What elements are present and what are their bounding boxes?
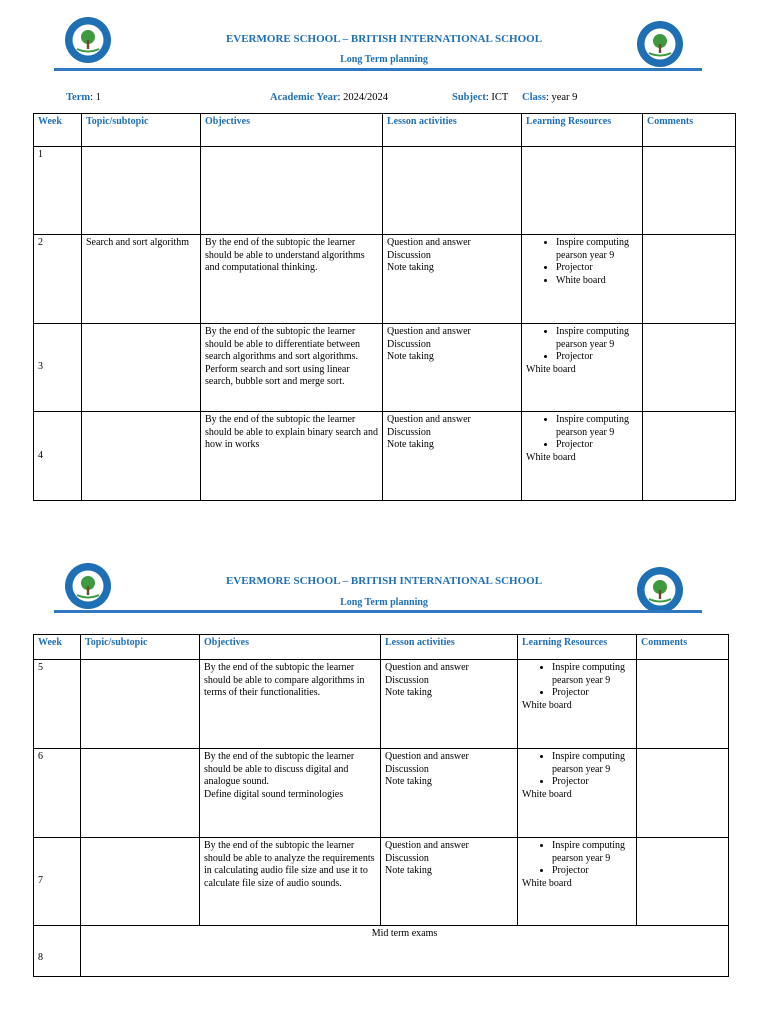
school-name: EVERMORE SCHOOL – BRITISH INTERNATIONAL SCHOOL [225,33,543,45]
activities-cell: Question and answer Discussion Note taking [381,749,518,838]
resource-trailing: White board [522,699,572,711]
resources-cell [518,838,637,926]
topic-cell [81,749,200,838]
col-activities: Lesson activities [381,635,518,660]
col-topic: Topic/subtopic [81,635,200,660]
comments-cell [643,235,736,324]
comments-cell [643,412,736,501]
topic-cell: Search and sort algorithm [82,235,201,324]
resource-item: • Inspire computing pearson year 9 [552,751,632,776]
resources-cell [522,324,643,412]
class-field: Class: year 9 [522,92,578,103]
col-week: Week [34,635,81,660]
comments-cell [637,749,729,838]
topic-cell [82,147,201,235]
resources-cell [522,235,643,324]
topic-cell [82,412,201,501]
resources-cell [518,660,637,749]
resource-item: • Inspire computing pearson year 9 [552,662,632,687]
term-field: Term: 1 [66,92,101,103]
resource-trailing: White board [526,363,576,375]
planning-table-1 [33,113,736,501]
week-cell: 6 [34,749,81,838]
table-row [34,412,736,501]
page-subtitle: Long Term planning [340,54,428,65]
resource-item: • Inspire computing pearson year 9 [556,414,638,439]
objectives-cell: By the end of the subtopic the learner should be able to differentiate between search algorithms and sort algorithms. Perform search and sort using linear search, bubble sort and merge sort. [201,324,383,412]
resource-trailing: White board [526,451,576,463]
comments-cell [643,147,736,235]
resource-trailing: White board [522,788,572,800]
topic-cell [81,660,200,749]
week-cell: 3 [34,324,82,412]
resource-item: • Projector [556,439,638,452]
academic-year-field: Academic Year: 2024/2024 [270,92,389,103]
table-row [34,926,729,977]
header-rule-2 [54,610,702,613]
week-cell: 1 [34,147,82,235]
topic-cell [81,838,200,926]
objectives-cell: By the end of the subtopic the learner should be able to analyze the requirements in calculating audio file size and use it to calculate file size of audio sounds. [200,838,381,926]
table-header-row [34,635,729,660]
table-row [34,324,736,412]
objectives-cell: By the end of the subtopic the learner should be able to understand algorithms and computational thinking. [201,235,383,324]
activities-cell: Question and answer Discussion Note taking [383,412,522,501]
resource-item: • Projector [552,687,632,700]
resource-item: • Inspire computing pearson year 9 [556,237,638,262]
topic-cell [82,324,201,412]
table-row [34,749,729,838]
col-objectives: Objectives [201,114,383,147]
col-topic: Topic/subtopic [82,114,201,147]
resource-item: • Projector [552,865,632,878]
week-cell: 5 [34,660,81,749]
header-rule [54,68,702,71]
table-row [34,235,736,324]
col-resources: Learning Resources [518,635,637,660]
school-name-2: EVERMORE SCHOOL – BRITISH INTERNATIONAL SCHOOL [225,575,543,587]
comments-cell [637,660,729,749]
resource-item: • Projector [552,776,632,789]
comments-cell [643,324,736,412]
col-comments: Comments [637,635,729,660]
activities-cell: Question and answer Discussion Note taking [381,660,518,749]
resource-item: • Inspire computing pearson year 9 [552,840,632,865]
col-resources: Learning Resources [522,114,643,147]
resources-cell [522,412,643,501]
week-cell: 7 [34,838,81,926]
objectives-cell: By the end of the subtopic the learner should be able to compare algorithms in terms of their functionalities. [200,660,381,749]
mid-term-exams-cell: Mid term exams [81,926,729,977]
objectives-cell: By the end of the subtopic the learner should be able to explain binary search and how in works [201,412,383,501]
resource-item: • Projector [556,262,638,275]
planning-table-2 [33,634,729,977]
resources-cell [522,147,643,235]
activities-cell: Question and answer Discussion Note taking [381,838,518,926]
col-week: Week [34,114,82,147]
resource-item: • Inspire computing pearson year 9 [556,326,638,351]
activities-cell: Question and answer Discussion Note taking [383,324,522,412]
resource-item: • Projector [556,351,638,364]
objectives-cell [201,147,383,235]
col-activities: Lesson activities [383,114,522,147]
week-cell: 4 [34,412,82,501]
activities-cell: Question and answer Discussion Note taking [383,235,522,324]
table-row [34,660,729,749]
week-cell: 2 [34,235,82,324]
objectives-cell: By the end of the subtopic the learner should be able to discuss digital and analogue sound. Define digital sound terminologies [200,749,381,838]
comments-cell [637,838,729,926]
table-row [34,838,729,926]
col-objectives: Objectives [200,635,381,660]
resource-trailing: White board [522,877,572,889]
resources-cell [518,749,637,838]
activities-cell [383,147,522,235]
subject-field: Subject: ICT [452,92,509,103]
col-comments: Comments [643,114,736,147]
resource-item: • White board [556,275,638,288]
week-cell: 8 [34,926,81,977]
table-header-row [34,114,736,147]
page-subtitle-2: Long Term planning [340,597,428,608]
table-row [34,147,736,235]
